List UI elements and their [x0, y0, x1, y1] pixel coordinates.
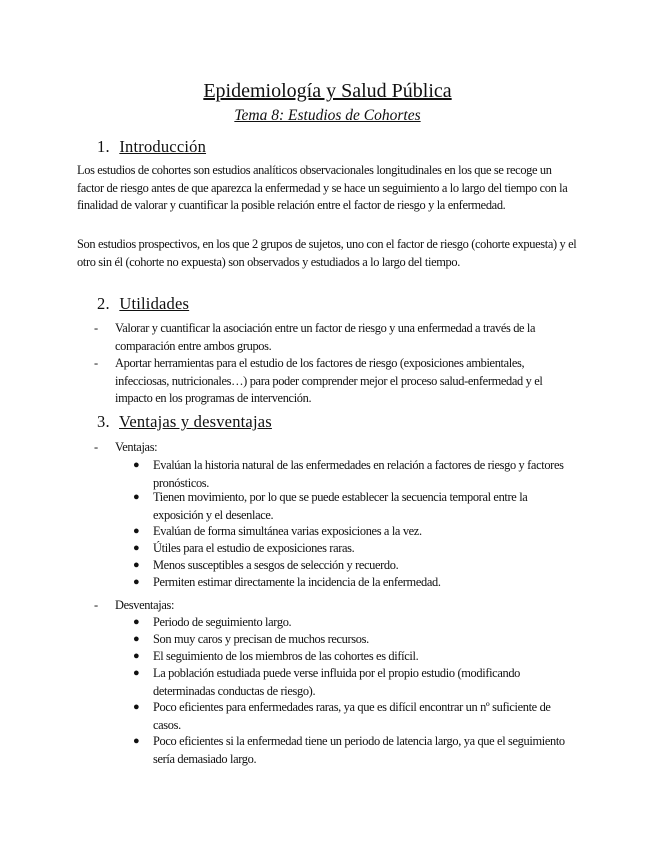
section-number: 3.	[97, 412, 110, 431]
dash-marker: -	[94, 440, 98, 454]
section-number: 2.	[97, 294, 110, 313]
bullet-icon: ●	[133, 735, 140, 747]
bullet-icon: ●	[133, 525, 140, 537]
bullet-item-text: El seguimiento de los miembros de las cohortes es difícil.	[153, 649, 419, 663]
bullet-item-text: Poco eficientes para enfermedades raras, ya que es difícil encontrar un nº suficiente de casos.	[153, 700, 551, 732]
section-heading-ventajas-desventajas	[97, 412, 272, 432]
bullet-icon: ●	[133, 667, 140, 679]
dash-marker: -	[94, 321, 98, 335]
bullet-item-text: Evalúan la historia natural de las enfermedades en relación a factores de riesgo y factores pronósticos.	[153, 458, 564, 490]
dash-marker: -	[94, 598, 98, 612]
bullet-item-text: Permiten estimar directamente la incidencia de la enfermedad.	[153, 575, 441, 589]
bullet-item-text: Evalúan de forma simultánea varias exposiciones a la vez.	[153, 524, 422, 538]
section-title: Utilidades	[119, 294, 190, 313]
bullet-item-text: Periodo de seguimiento largo.	[153, 615, 292, 629]
bullet-item-text: La población estudiada puede verse influida por el propio estudio (modificando determinadas conductas de riesgo).	[153, 666, 521, 698]
bullet-icon: ●	[133, 542, 140, 554]
paragraph: Los estudios de cohortes son estudios analíticos observacionales longitudinales en los que se recoge un factor de riesgo antes de que aparezca la enfermedad y se hace un seguimiento a lo largo del tiempo con la finalidad de valorar y cuantificar la posible relación entre el factor de riesgo y la enfermedad.	[77, 163, 568, 212]
section-number: 1.	[97, 137, 110, 156]
bullet-item-text: Útiles para el estudio de exposiciones raras.	[153, 541, 355, 555]
bullet-item-text: Poco eficientes si la enfermedad tiene un periodo de latencia largo, ya que el seguimiento sería demasiado largo.	[153, 734, 565, 766]
bullet-icon: ●	[133, 650, 140, 662]
bullet-icon: ●	[133, 576, 140, 588]
list-item-text: Ventajas:	[115, 440, 158, 454]
bullet-icon: ●	[133, 491, 140, 503]
bullet-item-text: Tienen movimiento, por lo que se puede establecer la secuencia temporal entre la exposición y el desenlace.	[153, 490, 528, 522]
list-item-text: Aportar herramientas para el estudio de los factores de riesgo (exposiciones ambientales, infecciosas, nutricionales…) para poder comprender mejor el proceso salud-enfermedad y el impacto en los programas de intervención.	[115, 356, 543, 405]
document-subtitle: Tema 8: Estudios de Cohortes	[234, 107, 421, 124]
paragraph: Son estudios prospectivos, en los que 2 grupos de sujetos, uno con el factor de riesgo (cohorte expuesta) y el otro sin él (cohorte no expuesta) son observados y estudiados a lo largo del tiempo.	[77, 237, 577, 269]
bullet-icon: ●	[133, 559, 140, 571]
list-item-text: Desventajas:	[115, 598, 175, 612]
section-heading-introduccion	[97, 137, 206, 157]
bullet-item-text: Son muy caros y precisan de muchos recursos.	[153, 632, 369, 646]
section-heading-utilidades	[97, 294, 189, 314]
bullet-icon: ●	[133, 701, 140, 713]
bullet-icon: ●	[133, 633, 140, 645]
dash-marker: -	[94, 356, 98, 370]
bullet-icon: ●	[133, 616, 140, 628]
section-title: Introducción	[119, 137, 207, 156]
bullet-item-text: Menos susceptibles a sesgos de selección y recuerdo.	[153, 558, 399, 572]
bullet-icon: ●	[133, 459, 140, 471]
document-title: Epidemiología y Salud Pública	[203, 80, 452, 102]
section-title: Ventajas y desventajas	[119, 412, 272, 431]
list-item-text: Valorar y cuantificar la asociación entre un factor de riesgo y una enfermedad a través de la comparación entre ambos grupos.	[115, 321, 536, 353]
